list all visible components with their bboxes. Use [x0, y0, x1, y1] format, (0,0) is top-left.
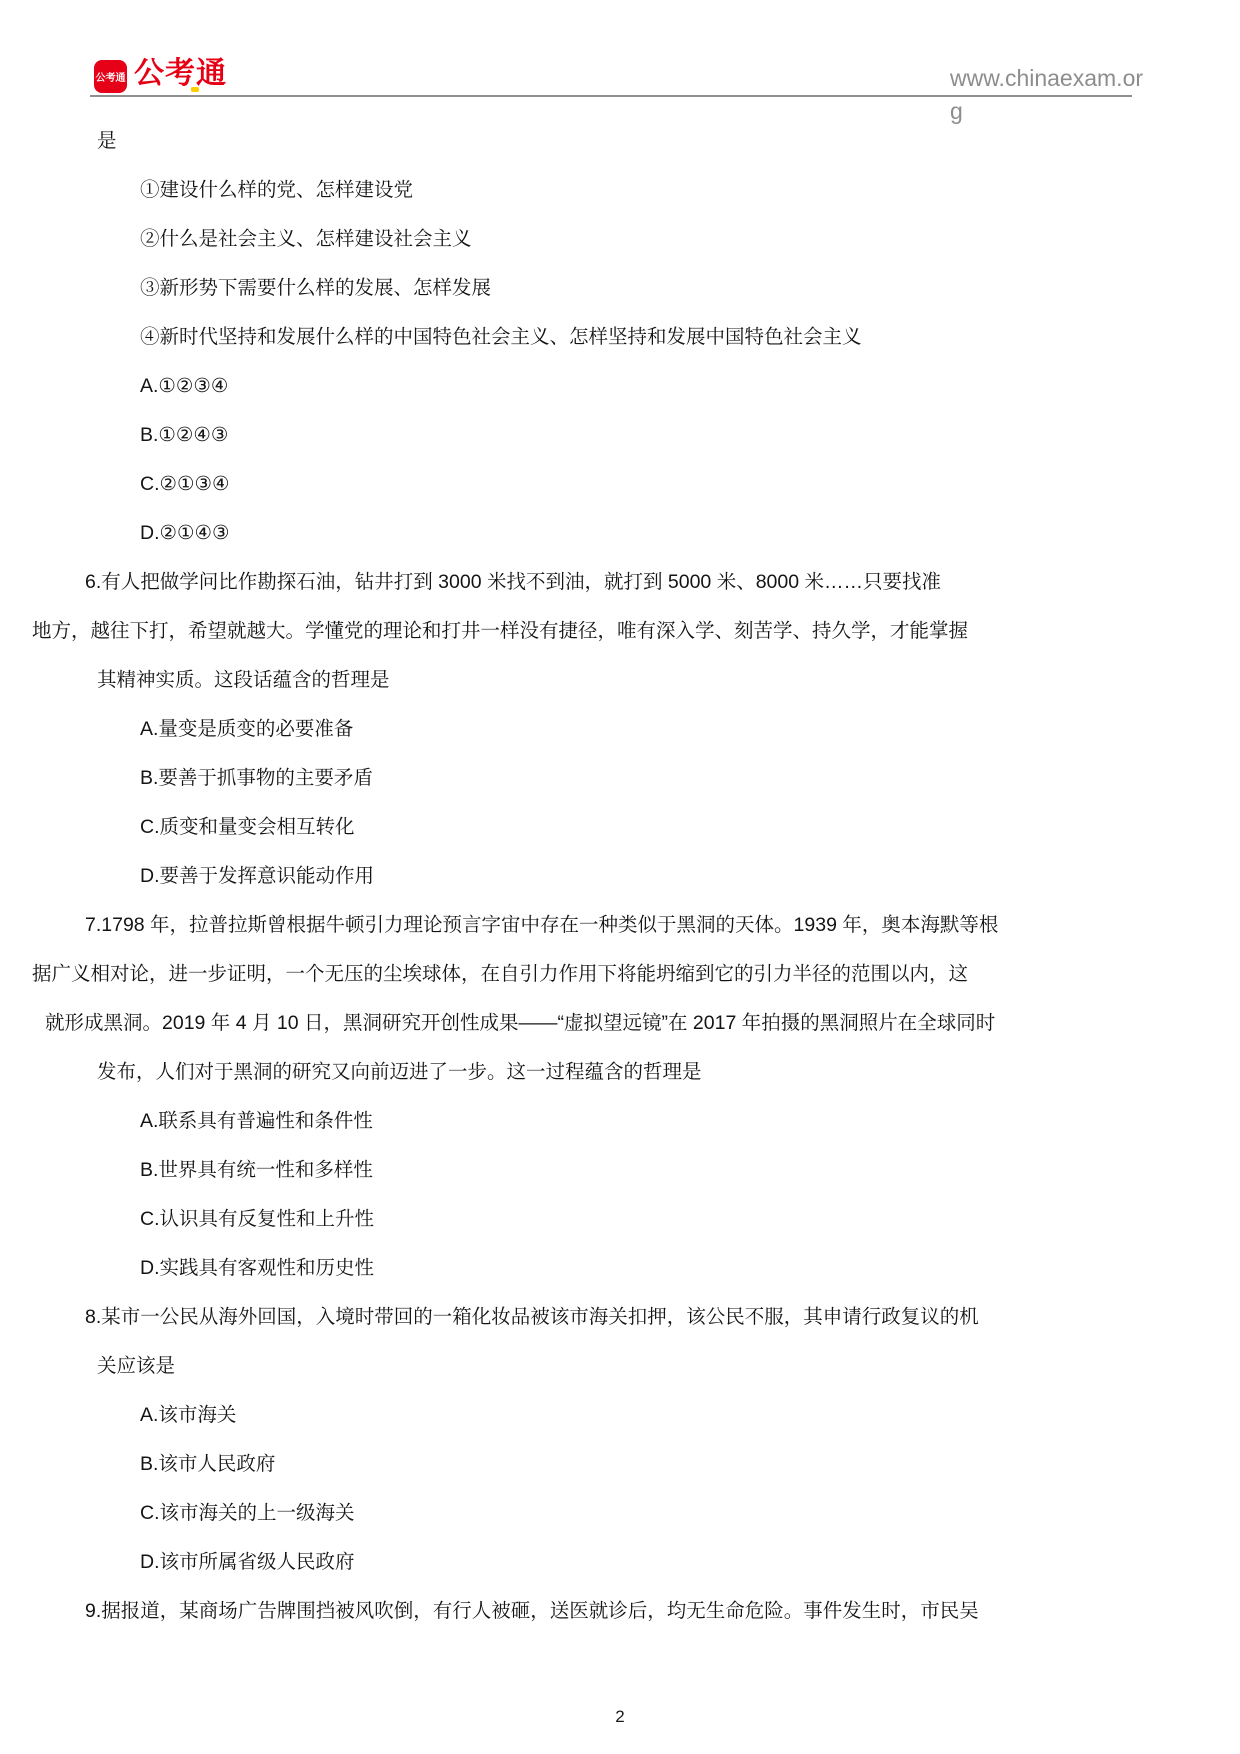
- text-line-10: 6.有人把做学问比作勘探石油，钻井打到 3000 米找不到油，就打到 5000 米、8000 米……只要找准: [85, 571, 941, 593]
- text-line-3: ②什么是社会主义、怎样建设社会主义: [140, 228, 472, 250]
- site-url-line2: g: [950, 98, 963, 124]
- text-line-29: C.该市海关的上一级海关: [140, 1502, 355, 1524]
- site-url-line1: www.chinaexam.or: [950, 65, 1144, 91]
- site-url: [950, 62, 1165, 128]
- text-line-2: ①建设什么样的党、怎样建设党: [140, 179, 414, 201]
- text-line-24: D.实践具有客观性和历史性: [140, 1257, 375, 1279]
- text-line-17: 7.1798 年，拉普拉斯曾根据牛顿引力理论预言字宙中存在一种类似于黑洞的天体。1939 年，奥本海默等根: [85, 914, 999, 936]
- gongkaotong-logo-icon: 公考通: [94, 60, 127, 93]
- text-line-8: C.②①③④: [140, 473, 230, 495]
- text-line-19: 就形成黑洞。2019 年 4 月 10 日，黑洞研究开创性成果——“虚拟望远镜”在 2017 年拍摄的黑洞照片在全球同时: [45, 1012, 996, 1034]
- text-line-4: ③新形势下需要什么样的发展、怎样发展: [140, 277, 492, 299]
- text-line-12: 其精神实质。这段话蕴含的哲理是: [97, 669, 390, 691]
- text-line-26: 关应该是: [97, 1355, 176, 1377]
- text-line-14: B.要善于抓事物的主要矛盾: [140, 767, 373, 789]
- text-line-13: A.量变是质变的必要准备: [140, 718, 354, 740]
- text-line-18: 据广义相对论，进一步证明，一个无压的尘埃球体，在自引力作用下将能坍缩到它的引力半径的范围以内，这: [32, 963, 969, 985]
- text-line-27: A.该市海关: [140, 1404, 237, 1426]
- text-line-20: 发布，人们对于黑洞的研究又向前迈进了一步。这一过程蕴含的哲理是: [97, 1061, 702, 1083]
- text-line-1: 是: [97, 130, 117, 152]
- page-number: 2: [615, 1707, 625, 1726]
- text-line-7: B.①②④③: [140, 424, 229, 446]
- text-line-21: A.联系具有普遍性和条件性: [140, 1110, 373, 1132]
- text-line-6: A.①②③④: [140, 375, 229, 397]
- text-line-23: C.认识具有反复性和上升性: [140, 1208, 375, 1230]
- text-line-22: B.世界具有统一性和多样性: [140, 1159, 373, 1181]
- text-line-9: D.②①④③: [140, 522, 230, 544]
- text-line-11: 地方，越往下打，希望就越大。学懂党的理论和打井一样没有捷径，唯有深入学、刻苦学、持久学，才能掌握: [32, 620, 969, 642]
- text-line-5: ④新时代坚持和发展什么样的中国特色社会主义、怎样坚持和发展中国特色社会主义: [140, 326, 862, 348]
- gongkaotong-logo-text: 公考通: [134, 57, 227, 90]
- text-line-28: B.该市人民政府: [140, 1453, 276, 1475]
- text-line-15: C.质变和量变会相互转化: [140, 816, 355, 838]
- text-line-31: 9.据报道，某商场广告牌围挡被风吹倒，有行人被砸，送医就诊后，均无生命危险。事件发生时，市民吴: [85, 1600, 979, 1622]
- text-line-30: D.该市所属省级人民政府: [140, 1551, 355, 1573]
- text-line-25: 8.某市一公民从海外回国，入境时带回的一箱化妆品被该市海关扣押，该公民不服，其申请行政复议的机: [85, 1306, 979, 1328]
- text-line-16: D.要善于发挥意识能动作用: [140, 865, 375, 887]
